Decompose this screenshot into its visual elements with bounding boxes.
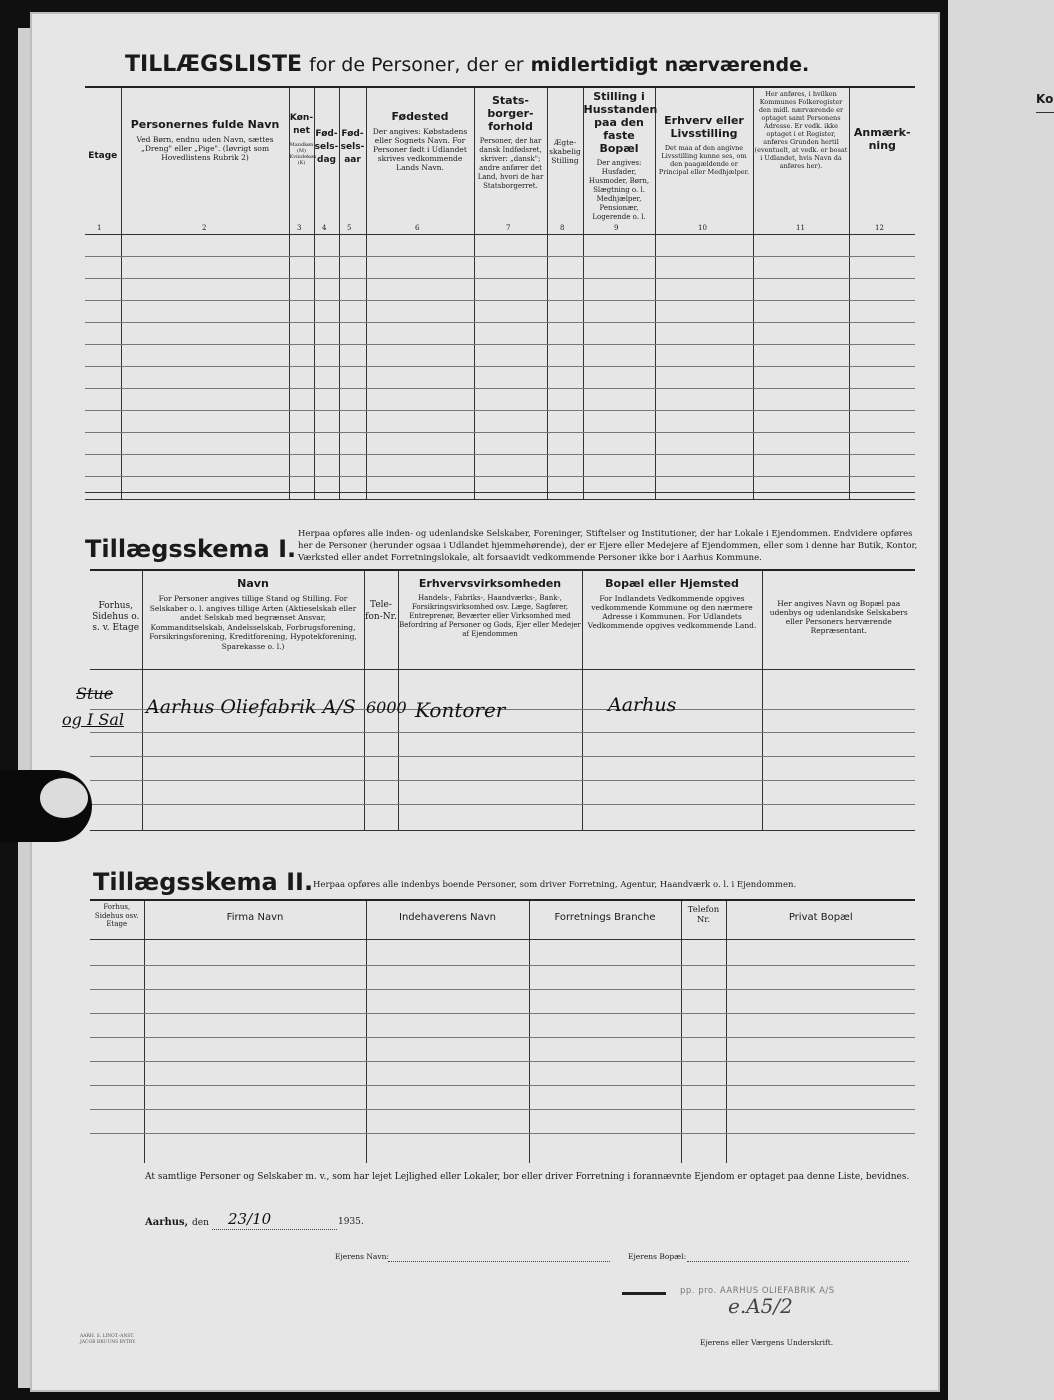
certify-text: At samtlige Personer og Selskaber m. v., som har lejet Lejlighed eller Lokaler, bor eller driver Forretning i forannævnte Ejendom er optaget paa denne Liste, bevidnes. [145,1172,910,1182]
liste-col-koen: Køn-net Mandkøn (M) Kvindekøn (K) [289,88,314,235]
liste-col-navn: Personernes fulde Navn Ved Børn, endnu uden Navn, sættes „Dreng" eller „Pige". (Iøvrigt som Hovedlistens Rubrik 2) [121,88,289,235]
skema1-col-navn: Navn For Personer angives tillige Stand og Stilling. For Selskaber o. l. angives tillige Arten (Aktieselskab eller andet Selskab med begrænset Ansvar, Kommanditselskab, Andelsselskab, Forbrugsforening, Forsikringsforening, Kreditforening, Hypotekforening, Sparekasse o. l.) [142,571,364,670]
skema2-col-firma: Firma Navn [144,901,366,939]
entry-navn: Aarhus Oliefabrik A/S [146,696,356,718]
entry-bopael: Aarhus [608,694,677,716]
skema2-intro: Herpaa opføres alle indenbys boende Personer, som driver Forretning, Agentur, Haandværk o. l. i Ejendommen. [313,880,797,890]
skema1-intro: Herpaa opføres alle inden- og udenlandske Selskaber, Foreninger, Stiftelser og Institutioner, der har Lokale i Ejendommen. Endvidere opføres her de Personer (herunder ogsaa i Udlandet hjemmehørende), der er Ejere eller Medejere af Ejendommen, eller som i denne har Butik, Kontor, Værksted eller andet Forretningslokale, alt forsaavidt vedkommende Personer ikke bor i Aarhus Kommune. [298,529,918,563]
liste-title-bold: TILLÆGSLISTE [125,52,303,77]
liste-col-husstand: Stilling i Husstanden paa den faste Bopæl Der angives: Husfader, Husmoder, Børn, Slægtning o. l. Medhjælper, Pensionær, Logerende o. l. [583,88,655,235]
liste-col-aegteskab: Ægte-skabelig Stilling [547,88,583,235]
liste-title-part2: nærværende. [664,54,810,76]
entry-etage-struck: Stue [76,684,114,703]
liste-col-adresse: Her anføres, i hvilken Kommunes Folkeregister den midl. nærværende er optaget samt Personens Adresse. Er vedk. ikke optaget i et Register, anføres Grunden hertil (eventuelt, at vedk. er bosat i Udlandet, hvis Navn da anføres her). [753,88,849,235]
owner-name-label: Ejerens Navn: [335,1252,389,1261]
liste-title [125,52,925,77]
entry-telefon: 6000 [366,698,407,717]
liste-title-bold2: midlertidigt [530,54,658,76]
liste-title-part1: for de Personer, der er [309,54,524,76]
liste-col-erhverv: Erhverv eller Livsstilling Det maa af den angivne Livsstilling kunne ses, om den paagældende er Principal eller Medhjælper. [655,88,753,235]
liste-col-statsborger: Stats-borger-forhold Personer, der har dansk Indfødsret, skriver: „dansk"; andre anfører det Land, hvori de har Statsborgerret. [474,88,547,235]
skema2-col-telefon: Telefon Nr. [681,901,726,939]
skema1-col-bopael: Bopæl eller Hjemsted For Indlandets Vedkommende opgives vedkommende Kommune og den nærmere Adresse i Kommunen. For Udlandets Vedkommende opgives vedkommende Land. [582,571,762,670]
entry-etage: og I Sal [62,710,124,729]
entry-erhverv: Kontorer [415,698,506,722]
skema2-col-etage: Forhus, Sidehus osv. Etage [94,903,139,928]
footer-place: Aarhus, [145,1217,189,1228]
skema1-col-repraesentant: Her angives Navn og Bopæl paa udenbys og udenlandske Selskabers eller Personers herværende Repræsentant. [762,571,915,670]
owner-address-label: Ejerens Bopæl: [628,1252,687,1261]
signature-stroke [622,1292,666,1295]
skema1-col-erhverv: Erhvervsvirksomheden Handels-, Fabriks-, Haandværks-, Bank-, Forsikringsvirksomhed osv. Læge, Sagfører, Entreprenør, Beværter eller Virksomhed med Befordring af Personer og Gods, Ejer eller Medejer af Ejendommen [398,571,582,670]
skema1-col-telefon: Tele-fon-Nr. [364,571,398,670]
liste-col-foedselsdag: Fød-sels-dag [314,88,339,235]
signature-scribble: e.A5/2 [728,1294,793,1318]
liste-table [85,88,915,500]
skema1-title: Tillægsskema I. [85,535,297,563]
printer-imprint: AARH. S. LINOT.-ANST. JACOB BRUUNS BYTRY. [80,1334,136,1345]
skema2-title: Tillægsskema II. [93,868,314,896]
skema1-col-etage: Forhus, Sidehus o. s. v. Etage [92,601,140,633]
liste-col-anmaerkning: Anmærk-ning [849,88,915,235]
liste-col-etage: Etage [88,151,118,161]
skema2-col-bopael: Privat Bopæl [726,901,915,939]
thumb-overlay [0,770,92,842]
company-stamp: pp. pro. AARHUS OLIEFABRIK A/S [680,1286,835,1296]
skema2-col-indehaver: Indehaverens Navn [366,901,529,939]
adjacent-page [948,0,1054,1400]
liste-col-foedested: Fødested Der angives: Købstadens eller Sognets Navn. For Personer født i Udlandet skrives vedkommende Lands Navn. [366,88,474,235]
footer-year: 1935. [338,1217,364,1227]
liste-col-foedselsaar: Fød-sels-aar [339,88,366,235]
adjacent-page-fragment: Ko [1036,92,1054,106]
footer-date: 23/10 [228,1210,272,1228]
form-page: TILLÆGSLISTE for de Personer, der er midlertidigt nærværende. Etage Personernes fulde Navn Ved Børn, endnu uden Navn, sættes „Dreng" eller „Pige". (Iøvrigt som Hovedlistens Rubrik 2) Køn-net Mandkøn (M) Kvindekøn (K) Fød-sels-dag Fød-sels-aar Fødested Der angives: Købstadens eller Sognets Navn. For Personer født i Udlandet skrives vedkommende Lands Navn. Stats-borger-forhold Personer, der har dansk Indfødsret, skriver: „dansk"; andre anfører det Land, hvori de har Statsborgerret. Ægte-skabelig Stilling Stilling i Husstanden paa den faste Bopæl Der angives: Husfader, Husmoder, Børn, Slægtning o. l. Medhjælper, Pensionær, Logerende o. l. Erhverv eller Livsstilling Det maa af den angivne Livsstilling kunne ses, om den paagældende er Principal eller Medhjælper. Her anføres, i hvilken Kommunes Folkeregister den midl. nærværende er optaget samt Personens Adresse. Er vedk. ikke optaget i et Register, anføres Grunden hertil (eventuelt, at vedk. er bosat i Udlandet, hvis Navn da anføres her). Anmærk-ning 1 2 3 4 5 6 7 8 9 10 11 12 Tillægsskema I. Herpaa opføres alle inden- og udenlandske Selskaber, Foreninger, Stiftelser og Institutioner, der har Lokale i Ejendommen. Endvidere opføres her de Personer (herunder ogsaa i Udlandet hjemmehørende), der er Ejere eller Medejere af Ejendommen, eller som i denne har Butik, Kontor, Værksted eller andet Forretningslokale, alt forsaavidt vedkommende Personer ikke bor i Aarhus Kommune. Forhus, Sidehus o. s. v. Etage Navn For Personer angives tillige Stand og Stilling. For Selskaber o. l. angives tillige Arten (Aktieselskab eller andet Selskab med begrænset Ansvar, Kommanditselskab, Andelsselskab, Forbrugsforening, Forsikringsforening, Kreditforening, Hypotekforening, Sparekasse o. l.) Tele-fon-Nr. Erhvervsvirksomheden Handels-, Fabriks-, Haandværks-, Bank-, Forsikringsvirksomhed osv. Læge, Sagfører, Entreprenør, Beværter eller Virksomhed med Befordring af Personer og Gods, Ejer eller Medejer af Ejendommen Bopæl eller Hjemsted For Indlandets Vedkommende opgives vedkommende Kommune og den nærmere Adresse i Kommunen. For Udlandets Vedkommende opgives vedkommende Land. Her angives Navn og Bopæl paa udenbys og udenlandske Selskabers eller Personers herværende Repræsentant. Stue og I Sal Aarhus Oliefabrik A/S 6000 Kontorer Aarhus Tillægsskema II. Herpaa opføres alle indenbys boende Personer, som driver Forretning, Agentur, Haandværk o. l. i Ejendommen. Forhus, Sidehus osv. Etage Firma Navn Indehaverens Navn Forretnings Branche Telefon Nr. Privat Bopæl At samtlige Personer og Selskaber m. v., som har lejet Lejlighed eller Lokaler, bor eller driver Forretning i forannævnte Ejendom er optaget paa denne Liste, bevidnes. Aarhus, den 23/10 1935. Ejerens Navn: Ejerens Bopæl: pp. pro. AARHUS OLIEFABRIK A/S e.A5/2 Ejerens eller Værgens Underskrift. AARH. S. LINOT.-ANST. JACOB BRUUNS BYTRY. [30,12,940,1392]
skema2-table [90,901,915,1163]
skema2-col-branche: Forretnings Branche [529,901,681,939]
footer-den: den [192,1218,209,1228]
signature-label: Ejerens eller Værgens Underskrift. [700,1338,834,1347]
